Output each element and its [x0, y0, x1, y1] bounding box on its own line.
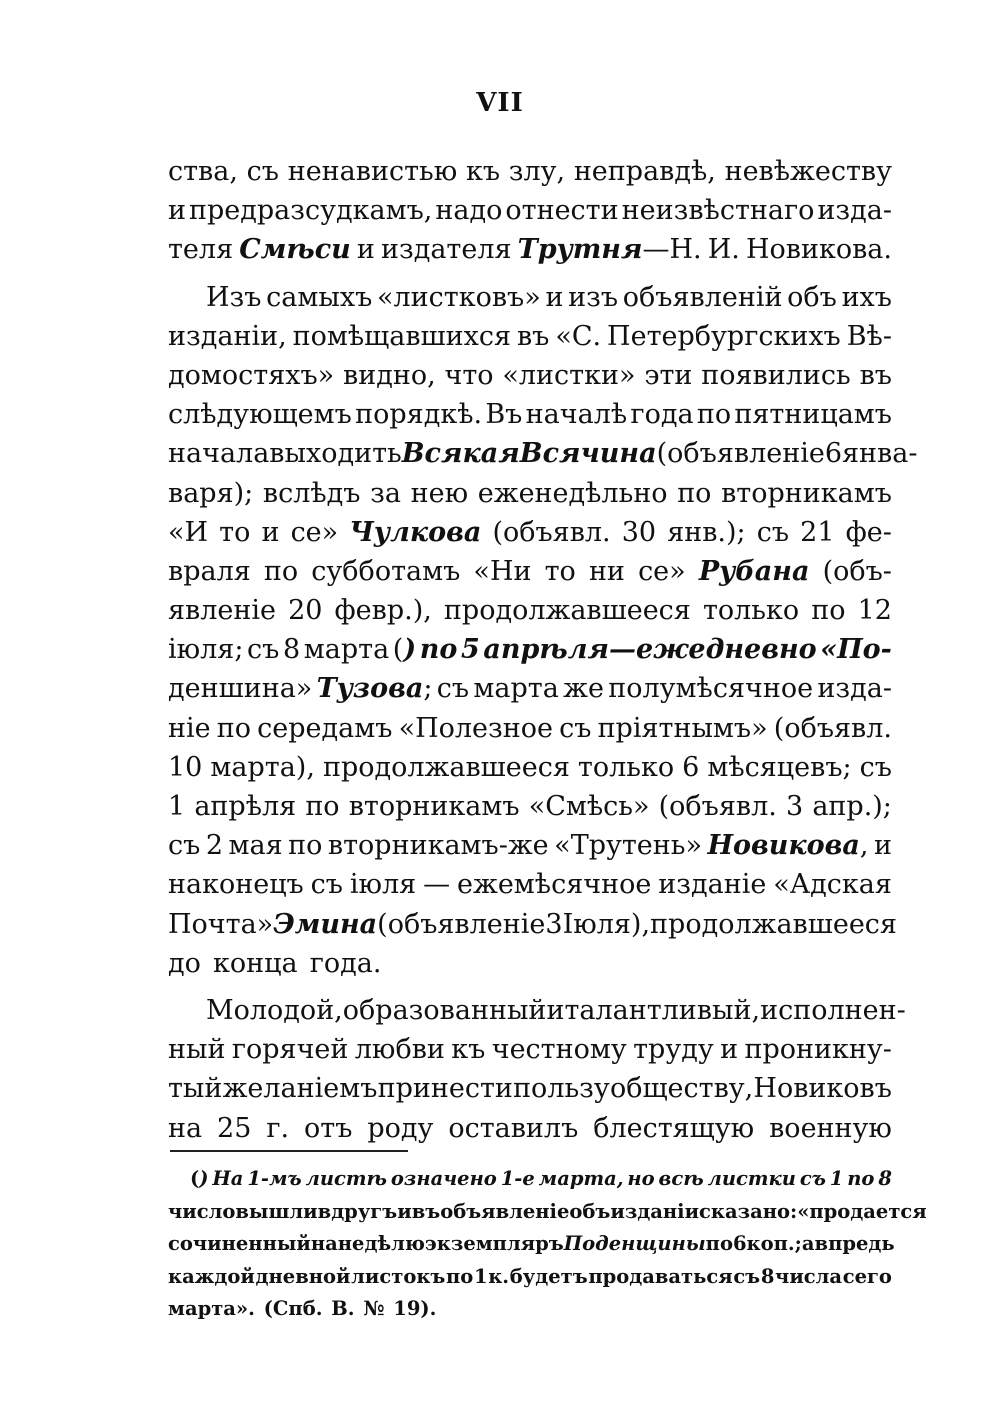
word: изданіе	[658, 869, 767, 901]
word: 19).	[393, 1297, 437, 1320]
word: по	[847, 1167, 875, 1190]
word: продолжавшееся	[443, 595, 691, 627]
text-line	[168, 944, 892, 983]
word: блестящую	[593, 1112, 755, 1144]
text-line	[168, 865, 892, 904]
word: 8	[760, 1264, 775, 1288]
word: Новикова.	[745, 234, 892, 266]
word: впредь	[814, 1232, 895, 1255]
word: неправдѣ,	[573, 156, 716, 187]
word: субботамъ	[311, 555, 461, 587]
word: листѣ	[305, 1167, 388, 1190]
word: экземпляръ	[424, 1232, 564, 1255]
word: съ	[247, 634, 280, 666]
word: нею	[410, 477, 469, 509]
word: —	[423, 869, 451, 901]
text-line	[168, 152, 892, 191]
word: и	[545, 281, 564, 313]
word: 3	[785, 791, 804, 822]
word: въ	[411, 1199, 441, 1223]
word: конца	[213, 947, 298, 979]
word: іюля	[349, 869, 417, 901]
word: (объявл.	[773, 712, 892, 744]
word: что	[444, 359, 494, 391]
word: 30	[621, 516, 657, 548]
word: ()	[190, 1167, 209, 1190]
word: 12	[857, 595, 892, 627]
word: «Адская	[773, 869, 892, 901]
word: видно,	[343, 359, 436, 391]
word: В.	[331, 1297, 355, 1320]
footnote-line	[168, 1196, 927, 1229]
word: середамъ	[257, 712, 393, 744]
word: талантливый,	[564, 994, 761, 1026]
word: се»	[638, 555, 686, 587]
word: Поденщины	[563, 1232, 706, 1255]
word: по	[263, 555, 299, 587]
word: Изъ	[206, 281, 262, 313]
text-line	[168, 669, 892, 708]
word: и	[720, 1034, 739, 1066]
footnote	[168, 1163, 927, 1326]
word: честному	[491, 1034, 627, 1066]
word: исполнен-	[760, 994, 906, 1026]
word: по	[305, 791, 340, 822]
word: «По-	[820, 634, 892, 666]
word: съ	[799, 1167, 826, 1190]
word: недѣлю	[337, 1232, 425, 1255]
word: полумѣсячное	[608, 673, 814, 705]
word: 1-мъ	[247, 1167, 302, 1190]
word: ежемѣсячное	[457, 869, 652, 901]
word: марта),	[210, 751, 315, 783]
word: Трутня—Н.	[517, 234, 702, 266]
word: (объявл.	[658, 791, 777, 822]
word: къ	[465, 156, 501, 187]
word: началѣ	[525, 399, 628, 431]
word: невѣжеству	[724, 156, 892, 187]
word: объ	[569, 1199, 611, 1223]
text-line	[168, 1109, 892, 1148]
word: листокъ	[351, 1264, 446, 1288]
word: по	[705, 1232, 733, 1255]
paragraph-gap	[168, 270, 892, 278]
word: оставилъ	[448, 1112, 579, 1144]
word: по	[288, 830, 323, 862]
word: янва-	[842, 438, 918, 470]
word: марта,	[538, 1167, 624, 1190]
text-line	[168, 709, 892, 748]
word: продолжавшееся	[650, 908, 897, 940]
word: явленіе	[168, 595, 276, 627]
word: (объявленіе	[377, 908, 546, 940]
word: іюля;	[168, 634, 244, 666]
word: образованный	[342, 994, 547, 1026]
word: домостяхъ»	[168, 359, 335, 391]
text-line	[168, 905, 897, 944]
word: (Спб.	[263, 1297, 323, 1320]
word: ни	[588, 555, 625, 587]
word: 8	[282, 634, 301, 666]
word: только	[702, 595, 800, 627]
word: 6	[682, 751, 700, 783]
word: сего	[842, 1264, 892, 1288]
word: по	[419, 634, 458, 666]
word: въ	[516, 320, 550, 352]
word: апрѣля—ежедневно	[483, 634, 817, 666]
word: пользу	[513, 1073, 610, 1105]
word: к.	[488, 1264, 510, 1288]
word: означено	[390, 1167, 497, 1190]
word: апрѣля	[194, 791, 297, 822]
word: пріятнымъ»	[597, 712, 768, 744]
word: года	[630, 399, 694, 431]
word: года.	[309, 947, 382, 979]
word: неизвѣстнаго	[621, 195, 815, 227]
word: Вѣ-	[846, 320, 892, 352]
footnote-line	[168, 1228, 895, 1261]
word: ()	[392, 634, 417, 666]
word: помѣщавшихся	[292, 320, 512, 352]
footnote-separator	[170, 1150, 408, 1152]
word: «листковъ»	[376, 281, 541, 313]
word: съ	[310, 869, 343, 901]
word: (объявл.	[492, 516, 611, 548]
word: Новикова,	[707, 830, 869, 862]
word: 5	[460, 634, 480, 666]
word: Петербургскихъ	[607, 320, 841, 352]
text-line	[168, 513, 892, 552]
word: объявленій	[622, 281, 783, 313]
word: а	[801, 1232, 815, 1255]
text-line	[168, 317, 892, 356]
word: съ	[436, 673, 470, 705]
text-line	[168, 1030, 892, 1069]
word: вторникамъ	[721, 477, 892, 509]
word: изданіи,	[168, 320, 287, 352]
word: эти	[644, 359, 693, 391]
word: «Полезное	[398, 712, 553, 744]
word: (объявленіе	[656, 438, 825, 470]
word: самыхъ	[266, 281, 373, 313]
word: сочиненный	[168, 1232, 311, 1255]
word: 1	[829, 1167, 844, 1190]
word: но	[627, 1167, 655, 1190]
word: же	[563, 673, 604, 705]
word: февр.),	[334, 595, 432, 627]
text-line	[168, 748, 892, 787]
word: враля	[168, 555, 251, 587]
word: тый	[168, 1073, 223, 1105]
word: марта	[303, 634, 390, 666]
word: будетъ	[509, 1264, 588, 1288]
word: и	[397, 1199, 412, 1223]
word: Всячина	[519, 438, 657, 470]
word: съ	[733, 1264, 761, 1288]
word: 8	[878, 1167, 892, 1190]
word: съ	[756, 516, 790, 548]
word: 21	[800, 516, 835, 548]
word: Іюля),	[562, 908, 651, 940]
word: порядкѣ.	[355, 399, 483, 431]
word: Почта»	[168, 908, 274, 940]
word: надо	[435, 195, 503, 227]
word: 6	[824, 438, 842, 470]
word: только	[577, 751, 675, 783]
word: по	[811, 595, 846, 627]
word: число	[168, 1199, 236, 1223]
word: любви	[354, 1034, 445, 1066]
word: Смѣси	[239, 234, 351, 266]
word: Въ	[485, 399, 523, 431]
word: листки	[707, 1167, 796, 1190]
text-line	[168, 826, 892, 865]
word: «Ни	[473, 555, 532, 587]
word: Тузова;	[316, 673, 433, 705]
word: ства,	[168, 156, 238, 187]
word: и	[873, 830, 892, 862]
word: Молодой,	[206, 994, 343, 1026]
word: ненавистью	[287, 156, 458, 187]
word: продаваться	[588, 1264, 733, 1288]
word: по	[216, 712, 252, 744]
word: и	[168, 195, 186, 227]
footnote-line	[168, 1261, 892, 1294]
word: марта	[473, 673, 559, 705]
word: до	[168, 947, 201, 979]
word: вторникамъ-же	[327, 830, 549, 862]
text-line	[168, 552, 892, 591]
word: г.	[266, 1112, 290, 1144]
word: изда-	[817, 195, 892, 227]
word: отъ	[304, 1112, 353, 1144]
word: ніе	[168, 712, 211, 744]
word: въ	[859, 359, 892, 391]
word: марта».	[168, 1297, 255, 1320]
word: «Трутень»	[554, 830, 702, 862]
word: сказано:	[699, 1199, 798, 1223]
word: деншина»	[168, 673, 313, 705]
word: принести	[377, 1073, 513, 1105]
word: изда-	[817, 673, 892, 705]
word: изданіи	[610, 1199, 700, 1223]
word: еженедѣльно	[477, 477, 668, 509]
word: Чулкова	[349, 516, 482, 548]
word: вторникамъ	[348, 791, 520, 822]
word: проникну-	[744, 1034, 892, 1066]
word: «Смѣсь»	[528, 791, 650, 822]
body-text	[168, 152, 918, 1148]
word: то	[544, 555, 576, 587]
text-line	[168, 191, 892, 230]
word: и	[261, 516, 280, 548]
word: слѣдующемъ	[168, 399, 352, 431]
word: вдругъ	[317, 1199, 398, 1223]
word: «продается	[797, 1199, 927, 1223]
word: се»	[290, 516, 339, 548]
word: обществу,	[609, 1073, 754, 1105]
word: на	[310, 1232, 338, 1255]
word: по	[696, 399, 732, 431]
word: всѣ	[658, 1167, 704, 1190]
word: Новиковъ	[753, 1073, 892, 1105]
text-line	[168, 787, 892, 826]
paragraph-gap	[168, 983, 892, 991]
word: Всякая	[401, 438, 520, 470]
word: №	[363, 1297, 385, 1320]
word: съ	[168, 830, 201, 862]
text-line	[168, 278, 892, 317]
word: объ	[787, 281, 837, 313]
word: появились	[701, 359, 851, 391]
word: Эмина	[273, 908, 378, 940]
word: роду	[367, 1112, 434, 1144]
word: «С.	[555, 320, 602, 352]
word: 25	[217, 1112, 252, 1144]
word: желаніемъ	[222, 1073, 378, 1105]
text-line	[168, 591, 892, 630]
word: 1	[473, 1264, 488, 1288]
word: мѣсяцевъ;	[707, 751, 852, 783]
word: по	[446, 1264, 474, 1288]
word: продолжавшееся	[322, 751, 570, 783]
word: дневной	[255, 1264, 351, 1288]
word: съ	[246, 156, 279, 187]
word: 10	[168, 751, 203, 783]
word: И.	[707, 234, 740, 266]
word: отнести	[505, 195, 619, 227]
word: 6	[732, 1232, 747, 1255]
word: и	[356, 234, 375, 266]
text-line	[168, 434, 918, 473]
word: на	[168, 1112, 203, 1144]
word: за	[370, 477, 401, 509]
text-line	[168, 474, 892, 513]
word: 3	[545, 908, 563, 940]
text-line	[168, 395, 892, 434]
text-line	[168, 991, 906, 1030]
word: вслѣдъ	[262, 477, 361, 509]
word: труду	[633, 1034, 714, 1066]
word: 20	[288, 595, 323, 627]
text-line	[168, 356, 892, 395]
word: ный	[168, 1034, 226, 1066]
word: пятницамъ	[734, 399, 892, 431]
word: къ	[451, 1034, 486, 1066]
word: изъ	[568, 281, 619, 313]
word: наконецъ	[168, 869, 304, 901]
word: числа	[775, 1264, 843, 1288]
word: 1-е	[500, 1167, 535, 1190]
word: злу,	[508, 156, 566, 187]
text-line	[168, 230, 892, 269]
page-number: VII	[476, 88, 524, 118]
word: апр.);	[812, 791, 892, 822]
word: по	[677, 477, 712, 509]
word: 1	[168, 791, 186, 822]
word: издателя	[380, 234, 512, 266]
word: (объ-	[822, 555, 892, 587]
footnote-line	[168, 1163, 892, 1196]
word: варя);	[168, 477, 254, 509]
word: каждой	[168, 1264, 255, 1288]
word: съ	[859, 751, 892, 783]
text-line	[168, 630, 892, 669]
word: коп.;	[746, 1232, 802, 1255]
word: теля	[168, 234, 234, 266]
word: янв.);	[667, 516, 746, 548]
word: съ	[559, 712, 592, 744]
word: объявленіе	[440, 1199, 570, 1223]
word: то	[219, 516, 251, 548]
word: «листки»	[502, 359, 636, 391]
word: ихъ	[841, 281, 892, 313]
word: На	[212, 1167, 244, 1190]
text-line	[168, 1069, 892, 1108]
word: мая	[228, 830, 283, 862]
word: предразсудкамъ,	[189, 195, 433, 227]
word: Рубана	[698, 555, 810, 587]
word: вышли	[235, 1199, 318, 1223]
word: фе-	[845, 516, 892, 548]
word: и	[546, 994, 565, 1026]
word: военную	[769, 1112, 892, 1144]
word: начала	[168, 438, 270, 470]
word: горячей	[231, 1034, 349, 1066]
word: «И	[168, 516, 209, 548]
word: 2	[205, 830, 223, 862]
word: выходить	[269, 438, 402, 470]
footnote-line	[168, 1293, 892, 1326]
